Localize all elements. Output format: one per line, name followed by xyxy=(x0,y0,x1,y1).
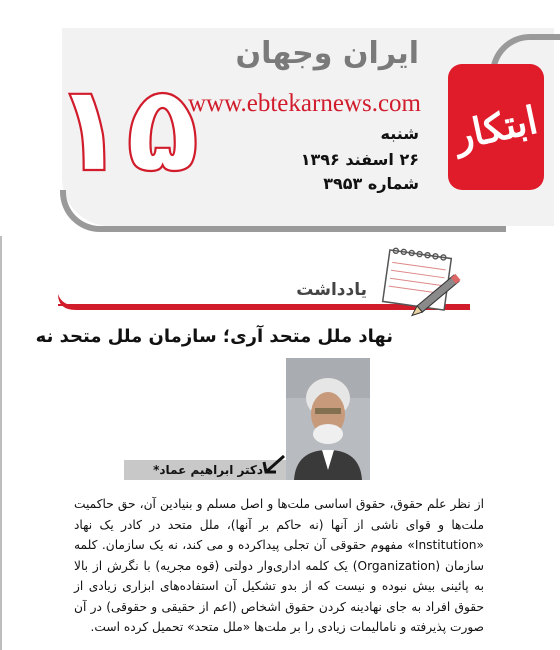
arrow-icon xyxy=(262,454,288,476)
section-title: ایران وجهان xyxy=(235,36,419,71)
newspaper-logo xyxy=(448,64,544,190)
issue-day: شنبه xyxy=(380,124,419,143)
author-photo xyxy=(286,358,370,480)
author-name: دکتر ابراهیم عماد* xyxy=(153,463,263,477)
article-headline: نهاد ملل متحد آری؛ سازمان ملل متحد نه xyxy=(35,326,393,347)
logo-text: ابتکار xyxy=(450,96,542,158)
article-paragraph: از نظر علم حقوق، حقوق اساسی ملت‌ها و اصل مسلم و بنیادین آن، حق حاکمیت ملت‌ها و قوای ناشی از آنها (نه حاکم بر آنها)، ملل متحد در کادر یک نهاد «Institution» مفهوم حقوقی آن تجلی پیداکرده و می کند، نه یک سازمان. کلمه سازمان (Organization) یک کلمه اداری‌وار دولتی (قوه مجریه) با نگرش از بالا به پائینی بیش نبوده و نیست که از بدو تشکیل آن استفاده‌های ابزاری زیادی از حقوق افراد به جای نهادینه کردن حقوق اشخاص (اعم از حقیقی و حقوقی) در آن صورت پذیرفته و نامالیمات زیادی را بر ملت‌ها «ملل متحد» تحمیل کرده است. xyxy=(74,497,484,634)
website-url[interactable]: www.ebtekarnews.com xyxy=(187,90,421,117)
notepad-pencil-icon xyxy=(372,244,472,318)
column-divider xyxy=(0,236,2,650)
page-number-text: ۱۵ xyxy=(52,60,200,199)
issue-number: شماره ۳۹۵۳ xyxy=(323,174,419,193)
page-number xyxy=(52,58,200,199)
section-label: یادداشت xyxy=(296,280,367,300)
issue-date: ۲۶ اسفند ۱۳۹۶ xyxy=(300,150,419,169)
article-body xyxy=(74,494,484,638)
